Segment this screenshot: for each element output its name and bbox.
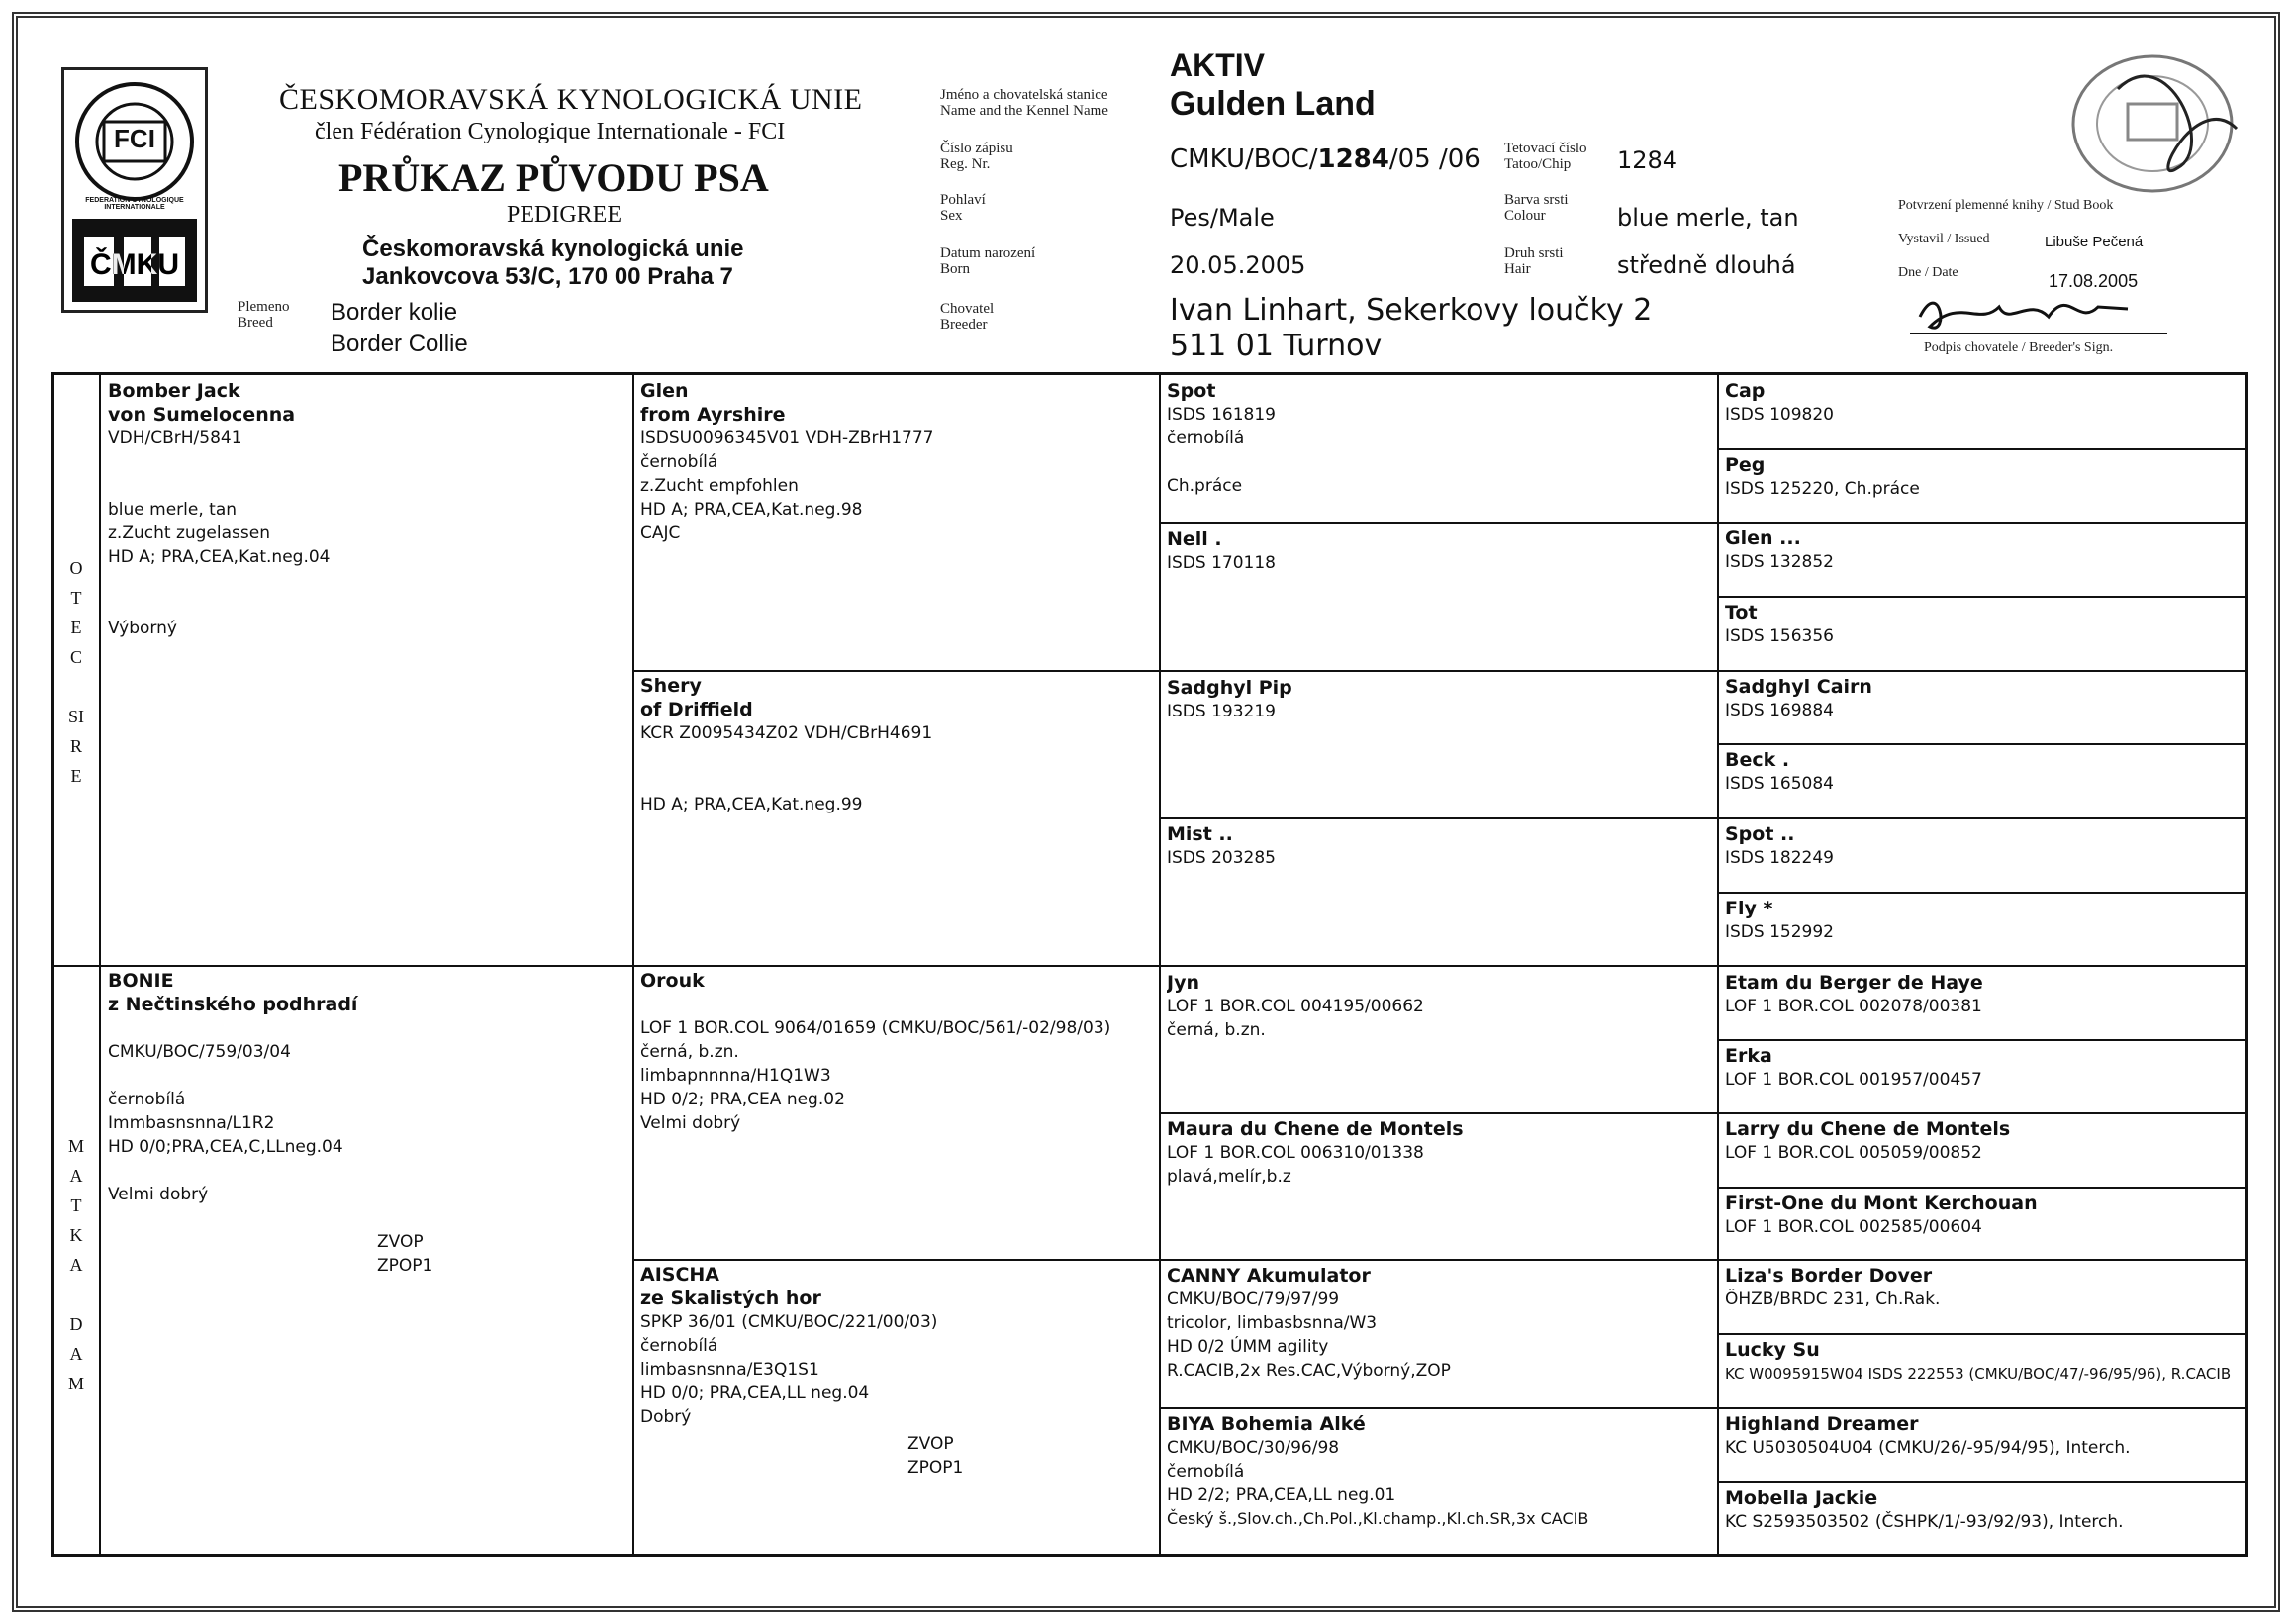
gen3-entry: Sadghyl Pip ISDS 193219 [1167,677,1292,721]
breed-label: Plemeno Breed [238,299,290,331]
dam-label-en: DAM [67,1314,84,1393]
issued-label: Vystavil / Issued [1898,232,1990,246]
gen4-entry: Glen ... ISDS 132852 [1725,527,1834,572]
logo-cmku-text: ČMKU [90,248,179,281]
dam-title-zvop: ZVOP [377,1232,424,1252]
gen3-entry: Spot ISDS 161819 černobílá Ch.práce [1167,380,1276,496]
hair-value: středně dlouhá [1617,251,1796,279]
gen4-entry: Peg ISDS 125220, Ch.práce [1725,454,1920,499]
colour-label: Barva srsti Colour [1504,192,1569,224]
granddam-maternal: AISCHA ze Skalistých hor SPKP 36/01 (CMKU/BOC/221/00/03) černobílá limbasnsnna/E3Q1S1 HD 0/0; PRA,CEA,LL neg.04 Dobrý [640,1264,938,1427]
gen4-entry: Sadghyl Cairn ISDS 169884 [1725,676,1872,720]
gen4-entry: First-One du Mont Kerchouan LOF 1 BOR.COL 002585/00604 [1725,1193,2038,1237]
studbook-stamp [2058,49,2246,198]
date-value: 17.08.2005 [2049,271,2139,291]
breeder-line1: Ivan Linhart, Sekerkovy loučky 2 [1170,293,1653,328]
issued-value: Libuše Pečená [2045,234,2144,250]
breeder-sign-label: Podpis chovatele / Breeder's Sign. [1924,340,2114,355]
gen4-entry: Spot .. ISDS 182249 [1725,823,1834,868]
breeder-signature [1910,277,2138,338]
dam-entry: BONIE z Nečtinského podhradí CMKU/BOC/759/03/04 černobílá Immbasnsnna/L1R2 HD 0/0;PRA,CEA,C,LLneg.04 Velmi dobrý [108,970,358,1204]
sex-label: Pohlaví Sex [940,192,986,224]
reg-number: CMKU/BOC/1284/05 /06 [1170,144,1480,174]
born-value: 20.05.2005 [1170,251,1306,279]
sire-entry: Bomber Jack von Sumelocenna VDH/CBrH/5841 blue merle, tan z.Zucht zugelassen HD A; PRA,CEA,Kat.neg.04 Výborný [108,380,331,638]
reg-label: Číslo zápisu Reg. Nr. [940,141,1013,172]
gen3-entry: BIYA Bohemia Alké CMKU/BOC/30/96/98 černobílá HD 2/2; PRA,CEA,LL neg.01 Český š.,Slov.ch.,Ch.Pol.,Kl.champ.,Kl.ch.SR,3x CACIB [1167,1413,1589,1528]
dam-label-cz: MATKA [67,1136,84,1275]
pedigree-table [51,372,2248,1557]
breeder-label: Chovatel Breeder [940,301,995,333]
gen4-entry: Lucky Su KC W0095915W04 ISDS 222553 (CMKU/BOC/47/-96/95/96), R.CACIB [1725,1339,2232,1383]
gen4-entry: Cap ISDS 109820 [1725,380,1834,425]
born-label: Datum narození Born [940,245,1036,277]
granddam-title-zpop: ZPOP1 [907,1458,964,1478]
granddam-title-zvop: ZVOP [907,1434,954,1454]
gen3-entry: Nell . ISDS 170118 [1167,528,1276,573]
colour-value: blue merle, tan [1617,204,1799,232]
dog-name-line1: AKTIV [1170,48,1265,83]
fci-cmku-logo [61,67,208,313]
gen3-entry: CANNY Akumulator CMKU/BOC/79/97/99 tricolor, limbasbsnna/W3 HD 0/2 ÚMM agility R.CACIB,2x Res.CAC,Výborný,ZOP [1167,1265,1451,1381]
gen3-entry: Jyn LOF 1 BOR.COL 004195/00662 černá, b.zn. [1167,972,1424,1040]
gen4-entry: Liza's Border Dover ÖHZB/BRDC 231, Ch.Rak. [1725,1265,1941,1309]
hair-label: Druh srsti Hair [1504,245,1564,277]
dam-title-zpop: ZPOP1 [377,1256,433,1276]
sire-label-cz: OTEC [69,558,83,667]
grandsire-paternal: Glen from Ayrshire ISDSU0096345V01 VDH-ZBrH1777 černobílá z.Zucht empfohlen HD A; PRA,CEA,Kat.neg.98 CAJC [640,380,934,543]
logo-fci-text: FCI [114,124,155,153]
doc-title: PRŮKAZ PŮVODU PSA [338,155,769,200]
granddam-paternal: Shery of Driffield KCR Z0095434Z02 VDH/CBrH4691 HD A; PRA,CEA,Kat.neg.99 [640,675,933,814]
studbook-title: Potvrzení plemenné knihy / Stud Book [1898,198,2114,213]
logo-ring-text: FEDERATION CYNOLOGIQUE INTERNATIONALE [85,197,184,211]
org-member: člen Fédération Cynologique Internationale - FCI [315,119,786,144]
gen4-entry: Mobella Jackie KC S2593503502 (ČSHPK/1/-93/92/93), Interch. [1725,1487,2124,1532]
sex-value: Pes/Male [1170,204,1275,232]
doc-subtitle: PEDIGREE [507,202,621,228]
gen4-entry: Tot ISDS 156356 [1725,602,1834,646]
gen4-entry: Fly * ISDS 152992 [1725,898,1834,942]
gen4-entry: Highland Dreamer KC U5030504U04 (CMKU/26/-95/94/95), Interch. [1725,1413,2131,1458]
sire-label-en: SIRE [67,707,84,786]
gen3-entry: Mist .. ISDS 203285 [1167,823,1276,868]
gen4-entry: Etam du Berger de Haye LOF 1 BOR.COL 002078/00381 [1725,972,1983,1016]
breed-cz: Border kolie [331,299,458,326]
date-label: Dne / Date [1898,265,1958,280]
breed-en: Border Collie [331,331,468,357]
breeder-line2: 511 01 Turnov [1170,329,1383,363]
name-label: Jméno a chovatelská stanice Name and the Kennel Name [940,87,1108,119]
gen4-entry: Larry du Chene de Montels LOF 1 BOR.COL 005059/00852 [1725,1118,2011,1163]
tattoo-label: Tetovací číslo Tatoo/Chip [1504,141,1587,172]
dog-name-line2: Gulden Land [1170,85,1376,123]
gen4-entry: Beck . ISDS 165084 [1725,749,1834,794]
grandsire-maternal: Orouk LOF 1 BOR.COL 9064/01659 (CMKU/BOC/561/-02/98/03) černá, b.zn. limbapnnnna/H1Q1W3 HD 0/2; PRA,CEA neg.02 Velmi dobrý [640,970,1111,1133]
tattoo-value: 1284 [1617,146,1678,174]
address-line2: Jankovcova 53/C, 170 00 Praha 7 [362,263,733,290]
gen4-entry: Erka LOF 1 BOR.COL 001957/00457 [1725,1045,1982,1090]
gen3-entry: Maura du Chene de Montels LOF 1 BOR.COL 006310/01338 plavá,melír,b.z [1167,1118,1464,1187]
address-line1: Českomoravská kynologická unie [362,236,744,262]
org-title: ČESKOMORAVSKÁ KYNOLOGICKÁ UNIE [279,83,863,116]
